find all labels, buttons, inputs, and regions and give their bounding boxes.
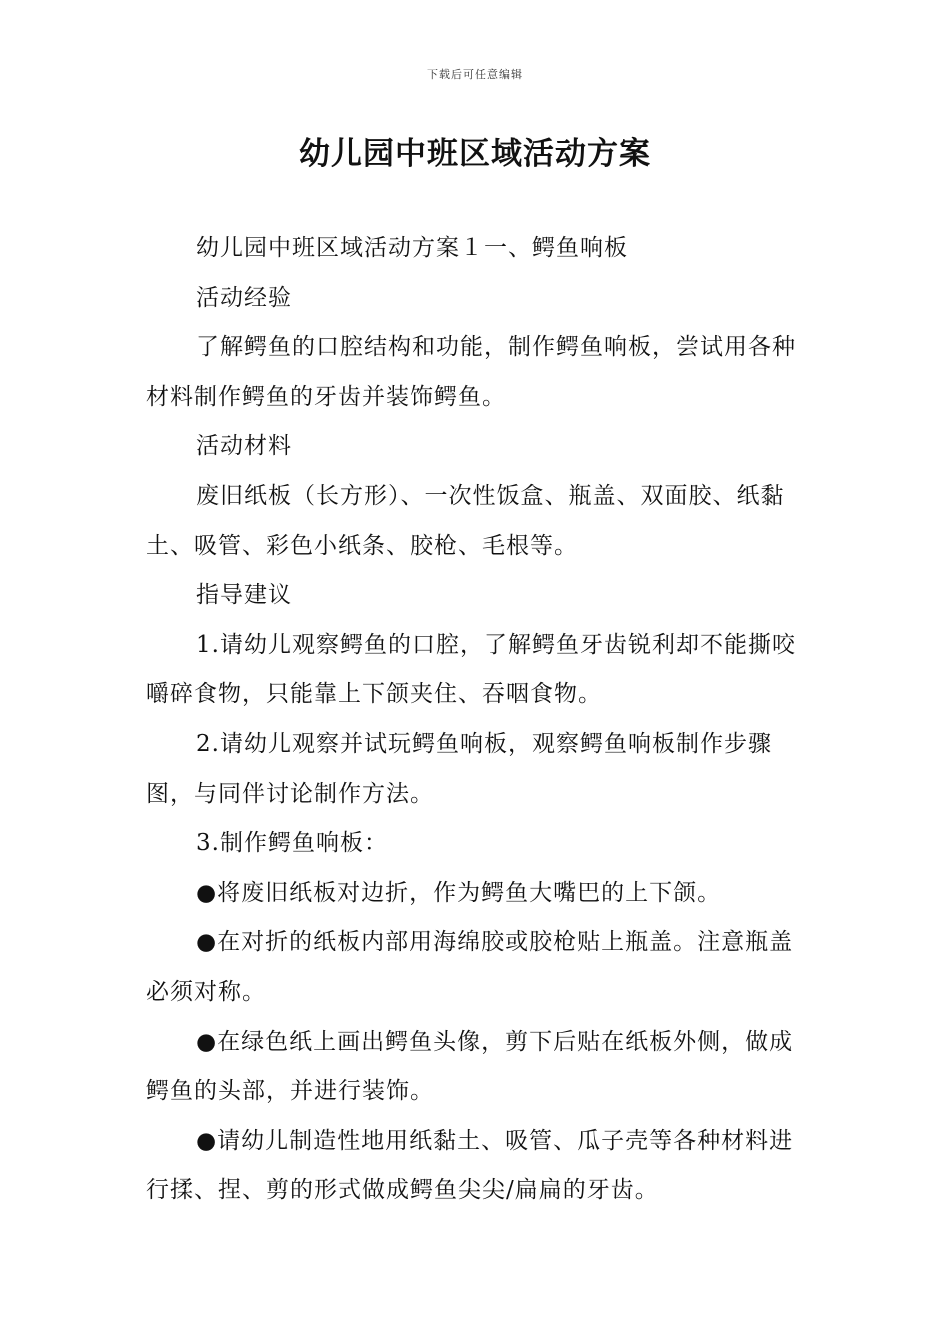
guidance-item-1: 1.请幼儿观察鳄鱼的口腔，了解鳄鱼牙齿锐利却不能撕咬嚼碎食物，只能靠上下颌夹住、吞咽食物。 xyxy=(146,631,796,708)
guidance-item-3: 3.制作鳄鱼响板： xyxy=(196,830,388,857)
section-heading-guidance: 指导建议 xyxy=(196,582,292,609)
step-bullet-1: ●将废旧纸板对边折，作为鳄鱼大嘴巴的上下颌。 xyxy=(196,879,722,906)
header-note: 下载后可任意编辑 xyxy=(427,68,523,81)
step-bullet-4: ●请幼儿制造性地用纸黏土、吸管、瓜子壳等各种材料进行揉、捏、剪的形式做成鳄鱼尖尖/扁扁的牙齿。 xyxy=(146,1127,794,1204)
paragraph-intro: 幼儿园中班区域活动方案１一、鳄鱼响板 xyxy=(196,235,628,261)
paragraph-materials: 废旧纸板（长方形）、一次性饭盒、瓶盖、双面胶、纸黏土、吸管、彩色小纸条、胶枪、毛根等。 xyxy=(146,482,785,559)
section-heading-experience: 活动经验 xyxy=(196,284,292,311)
section-heading-materials: 活动材料 xyxy=(196,433,292,460)
paragraph-experience: 了解鳄鱼的口腔结构和功能，制作鳄鱼响板，尝试用各种材料制作鳄鱼的牙齿并装饰鳄鱼。 xyxy=(146,334,796,410)
step-bullet-3: ●在绿色纸上画出鳄鱼头像，剪下后贴在纸板外侧，做成鳄鱼的头部，并进行装饰。 xyxy=(146,1028,794,1105)
guidance-item-2: 2.请幼儿观察并试玩鳄鱼响板，观察鳄鱼响板制作步骤图，与同伴讨论制作方法。 xyxy=(146,730,772,807)
step-bullet-2: ●在对折的纸板内部用海绵胶或胶枪贴上瓶盖。注意瓶盖必须对称。 xyxy=(146,929,794,1005)
document-body xyxy=(146,224,810,1216)
document-title: 幼儿园中班区域活动方案 xyxy=(299,136,651,172)
